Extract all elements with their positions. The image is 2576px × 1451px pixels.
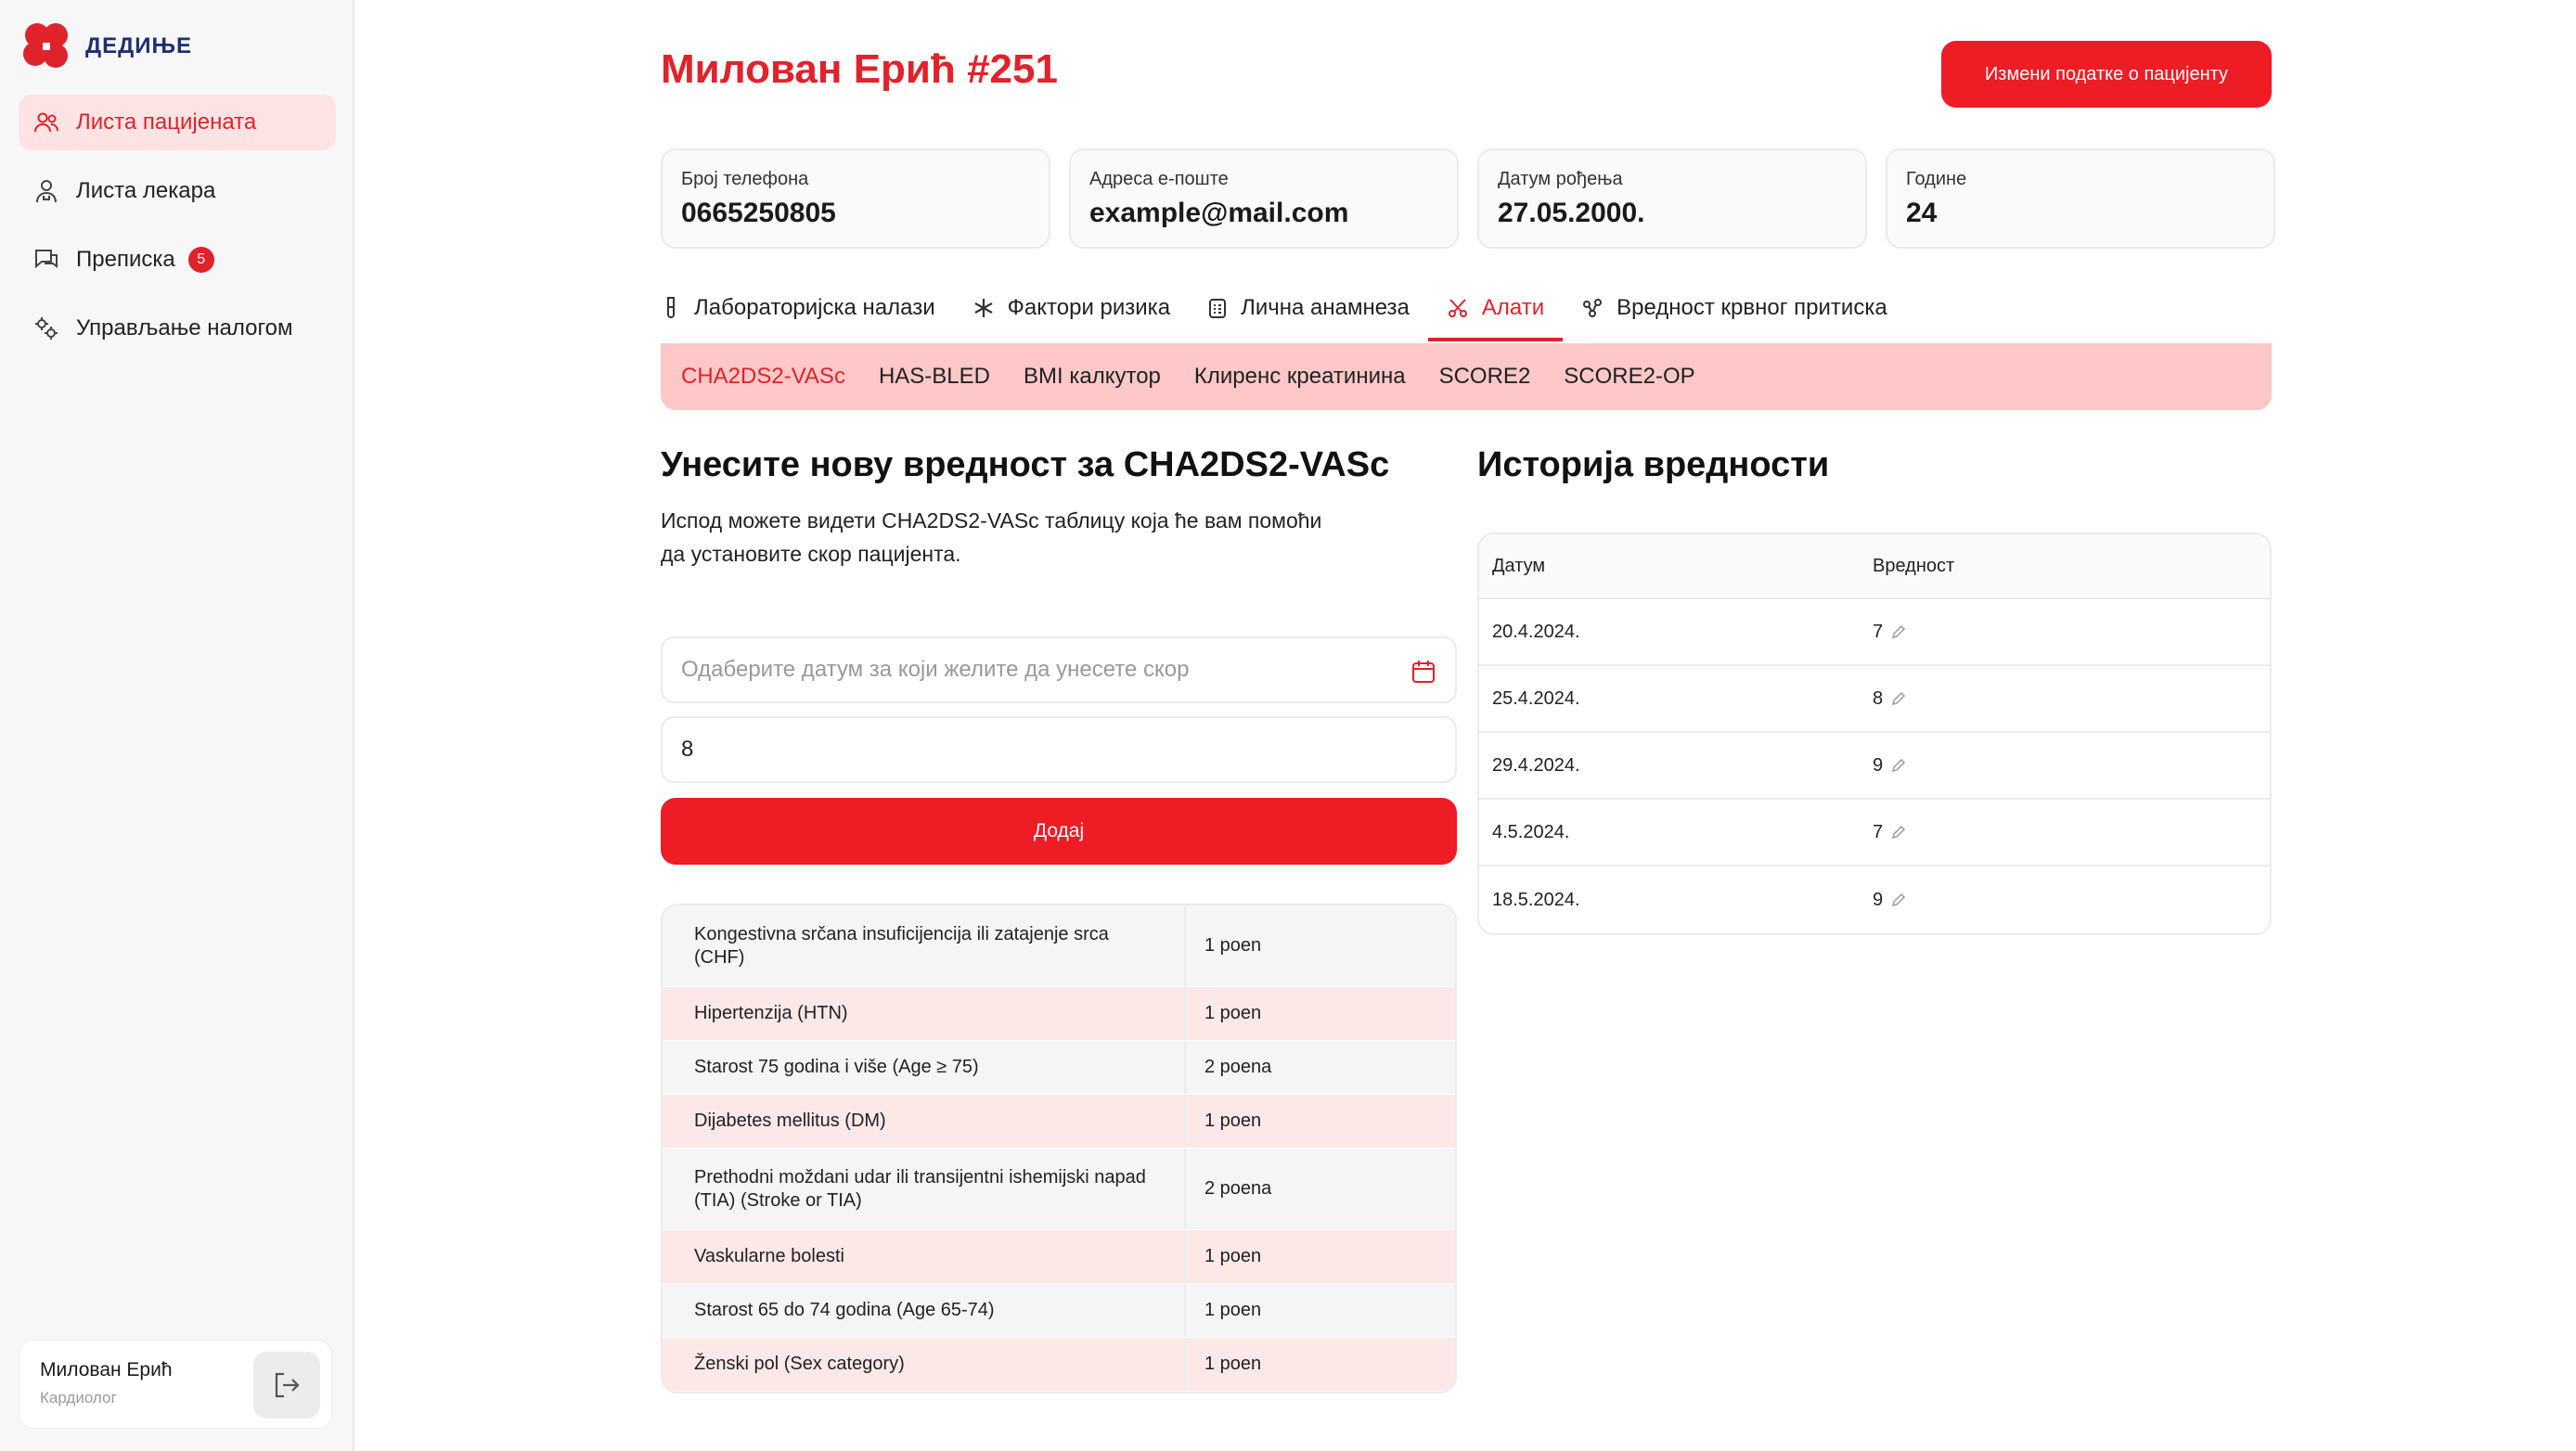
score-value: 8	[681, 737, 694, 762]
sidebar-nav	[19, 95, 336, 369]
tab-label: Лабораторијска налази	[694, 295, 935, 320]
tab-blood-pressure[interactable]	[1563, 275, 1906, 341]
settings-icon	[33, 315, 59, 341]
user-name: Милован Ерић	[40, 1359, 173, 1380]
criterion-cell: Starost 65 do 74 godina (Age 65-74)	[663, 1284, 1186, 1337]
form-description: Испод можете видети CHA2DS2-VASc таблицу која ће вам помоћи да установите скор пацијента.	[661, 508, 1322, 566]
column-header-date: Датум	[1492, 555, 1546, 576]
subtab-has-bled[interactable]: HAS-BLED	[878, 364, 990, 389]
criterion-cell: Prethodni moždani udar ili transijentni ishemijski napad (TIA) (Stroke or TIA)	[663, 1149, 1186, 1229]
date-cell: 29.4.2024.	[1492, 754, 1580, 776]
table-row	[663, 1338, 1455, 1392]
tab-label: Лична анамнеза	[1241, 295, 1410, 320]
value-cell: 7	[1873, 821, 1884, 842]
logout-button[interactable]	[253, 1352, 320, 1419]
pencil-icon[interactable]	[1890, 690, 1907, 707]
info-label: Адреса е-поште	[1089, 169, 1229, 189]
points-cell: 2 poena	[1204, 1178, 1272, 1199]
sidebar-item-doctors[interactable]	[19, 163, 336, 219]
pencil-icon[interactable]	[1890, 623, 1907, 640]
sidebar-item-label: Преписка	[76, 247, 175, 272]
criterion-cell: Dijabetes mellitus (DM)	[663, 1095, 1186, 1148]
points-cell: 1 poen	[1204, 1003, 1262, 1023]
table-header	[1479, 534, 2270, 599]
subtab-score2[interactable]: SCORE2	[1438, 364, 1531, 389]
sidebar-item-messages[interactable]	[19, 232, 336, 288]
points-cell: 1 poen	[1204, 1354, 1262, 1374]
stethoscope-icon	[1581, 297, 1604, 319]
points-cell: 1 poen	[1204, 1246, 1262, 1266]
info-value: 24	[1906, 198, 1938, 228]
patient-tabs	[661, 275, 1906, 343]
points-cell: 1 poen	[1204, 1300, 1262, 1320]
table-row	[663, 1230, 1455, 1284]
criterion-cell: Starost 75 godina i više (Age ≥ 75)	[663, 1041, 1186, 1094]
table-row	[1479, 867, 2270, 933]
logout-icon	[271, 1369, 303, 1401]
table-row	[663, 1284, 1455, 1338]
pencil-icon[interactable]	[1890, 824, 1907, 841]
table-row	[663, 987, 1455, 1041]
email-card	[1069, 148, 1459, 249]
criterion-cell: Kongestivna srčana insuficijencija ili zatajenje srca (CHF)	[663, 905, 1186, 986]
table-row	[1479, 800, 2270, 867]
date-cell: 4.5.2024.	[1492, 821, 1570, 842]
users-icon	[33, 109, 59, 135]
score-value-input[interactable]	[661, 716, 1457, 783]
info-label: Датум рођења	[1498, 169, 1623, 189]
info-value: example@mail.com	[1089, 198, 1349, 228]
table-row	[663, 1149, 1455, 1230]
test-tube-icon	[661, 296, 681, 320]
date-cell: 25.4.2024.	[1492, 687, 1580, 709]
tab-tools[interactable]	[1428, 275, 1563, 341]
chat-icon	[33, 247, 59, 273]
subtab-bmi[interactable]: BMI калкутор	[1024, 364, 1161, 389]
points-cell: 1 poen	[1204, 935, 1262, 956]
pencil-icon[interactable]	[1890, 892, 1907, 908]
form-title: Унесите нову вредност за CHA2DS2-VASc	[661, 445, 1390, 484]
table-row	[663, 905, 1455, 987]
phone-card	[661, 148, 1050, 249]
date-placeholder: Одаберите датум за који желите да унесете скор	[681, 657, 1190, 682]
info-label: Године	[1906, 169, 1967, 189]
tab-personal-history[interactable]	[1189, 275, 1428, 341]
criterion-cell: Vaskularne bolesti	[663, 1230, 1186, 1283]
sidebar-item-label: Листа пацијената	[76, 109, 257, 135]
asterisk-icon	[972, 297, 995, 319]
criterion-cell: Ženski pol (Sex category)	[663, 1338, 1186, 1391]
tab-risk-factors[interactable]	[954, 275, 1189, 341]
logo[interactable]	[19, 19, 192, 74]
info-label: Број телефона	[681, 169, 809, 189]
calendar-icon[interactable]	[1410, 659, 1436, 685]
score-form-section	[661, 445, 1457, 1374]
sidebar	[0, 0, 354, 1451]
date-cell: 20.4.2024.	[1492, 621, 1580, 642]
brand-name: ДЕДИЊЕ	[85, 33, 192, 58]
tool-subtabs	[661, 343, 2272, 410]
cha2ds2-vasc-table	[661, 904, 1457, 1393]
clover-logo-icon	[19, 19, 74, 74]
tab-label: Алати	[1481, 295, 1545, 320]
sidebar-item-label: Управљање налогом	[76, 315, 293, 340]
doctor-icon	[33, 178, 59, 204]
patient-info-cards	[661, 148, 2275, 249]
criterion-cell: Hipertenzija (HTN)	[663, 987, 1186, 1040]
value-cell: 9	[1873, 754, 1884, 776]
subtab-score2-op[interactable]: SCORE2-OP	[1564, 364, 1695, 389]
clipboard-icon	[1207, 297, 1228, 319]
edit-patient-button[interactable]: Измени податке о пацијенту	[1941, 41, 2272, 108]
column-header-value: Вредност	[1873, 555, 1955, 576]
subtab-creatinine-clearance[interactable]: Клиренс креатинина	[1193, 364, 1406, 389]
age-card	[1886, 148, 2275, 249]
page-title: Милован Ерић #251	[661, 46, 1058, 92]
date-cell: 18.5.2024.	[1492, 889, 1580, 910]
tab-label: Вредност крвног притиска	[1616, 295, 1887, 320]
table-row	[1479, 733, 2270, 800]
user-card	[19, 1340, 332, 1429]
tab-lab-results[interactable]	[661, 275, 954, 341]
value-cell: 7	[1873, 621, 1884, 642]
info-value: 27.05.2000.	[1498, 198, 1645, 228]
value-cell: 9	[1873, 889, 1884, 910]
history-section	[1477, 445, 2272, 910]
table-row	[663, 1041, 1455, 1095]
user-role: Кардиолог	[40, 1389, 117, 1406]
table-row	[1479, 666, 2270, 733]
history-title: Историја вредности	[1477, 445, 1830, 484]
table-row	[1479, 599, 2270, 666]
points-cell: 2 poena	[1204, 1057, 1272, 1077]
points-cell: 1 poen	[1204, 1111, 1262, 1131]
sidebar-item-account[interactable]	[19, 301, 336, 356]
value-cell: 8	[1873, 687, 1884, 709]
scissors-icon	[1447, 297, 1469, 319]
add-button[interactable]: Додај	[661, 798, 1457, 865]
info-value: 0665250805	[681, 198, 836, 228]
subtab-cha2ds2-vasc[interactable]: CHA2DS2-VASc	[681, 364, 845, 389]
sidebar-item-patients[interactable]	[19, 95, 336, 150]
date-picker-field[interactable]	[661, 636, 1457, 703]
sidebar-item-label: Листа лекара	[76, 178, 216, 203]
history-table	[1477, 533, 2272, 935]
unread-badge: 5	[188, 247, 214, 273]
pencil-icon[interactable]	[1890, 757, 1907, 774]
tab-label: Фактори ризика	[1007, 295, 1171, 320]
birthdate-card	[1477, 148, 1867, 249]
table-row	[663, 1095, 1455, 1149]
